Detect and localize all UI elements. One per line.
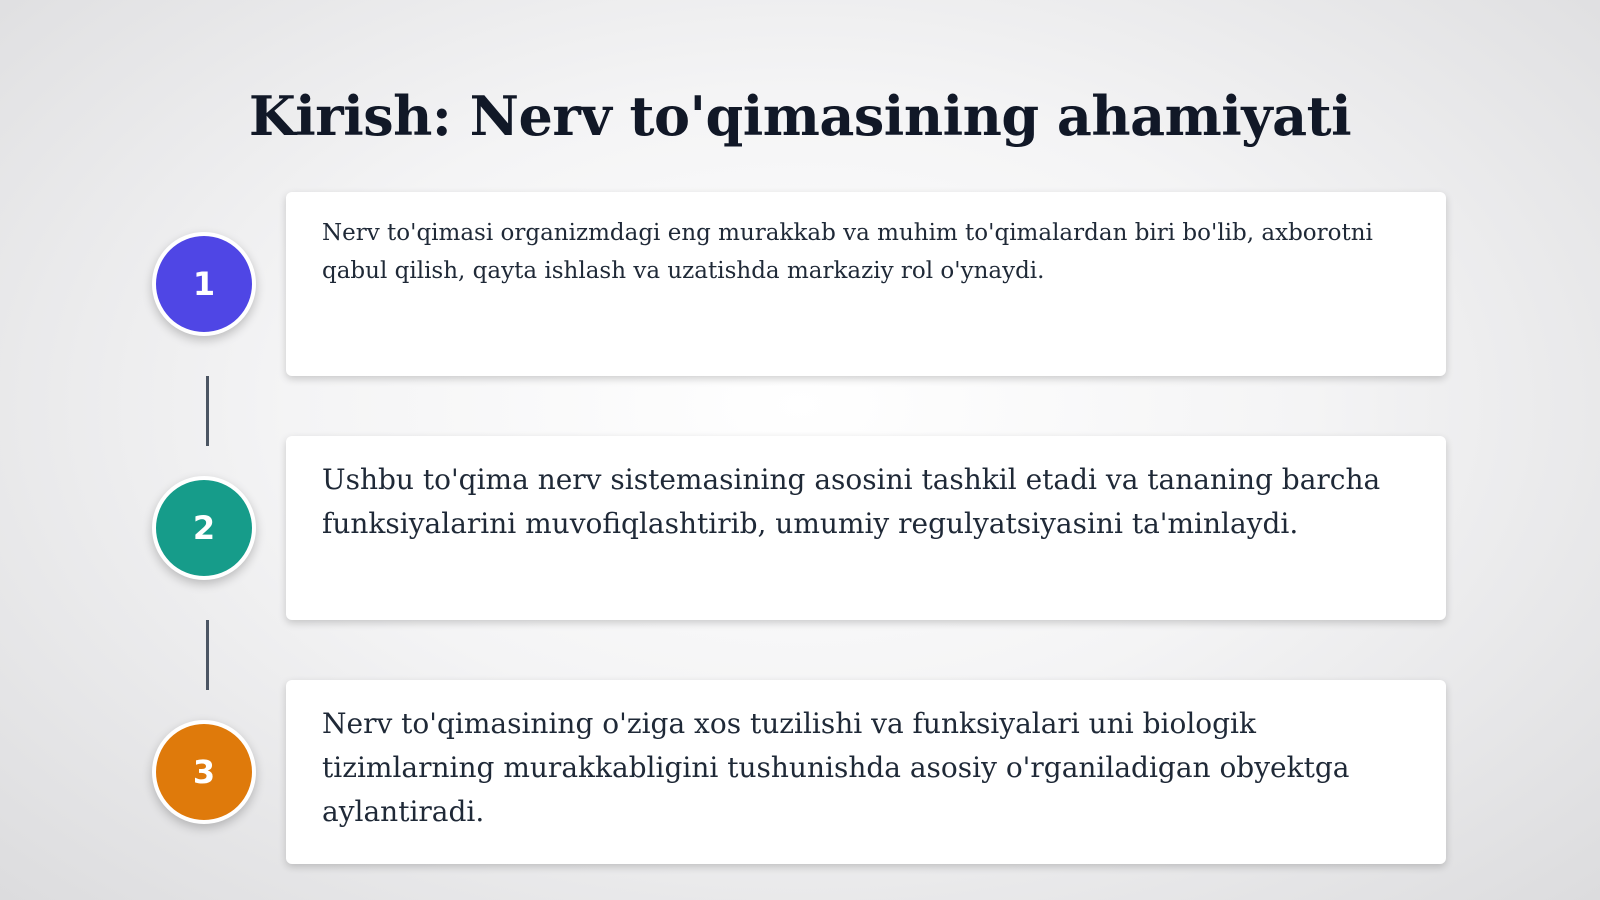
step-card [286, 192, 1446, 376]
step-number-badge: 1 [152, 232, 256, 336]
step-1 [0, 192, 1600, 376]
step-2 [0, 436, 1600, 620]
step-card [286, 436, 1446, 620]
step-text: Nerv to'qimasi organizmdagi eng murakkab va muhim to'qimalardan biri bo'lib, axborotni qabul qilish, qayta ishlash va uzatishda markaziy rol o'ynaydi. [322, 220, 1373, 284]
step-text: Ushbu to'qima nerv sistemasining asosini tashkil etadi va tananing barcha funksiyalarini muvofiqlashtirib, umumiy regulyatsiyasini ta'minlaydi. [322, 463, 1381, 540]
step-3 [0, 680, 1600, 864]
step-text: Nerv to'qimasining o'ziga xos tuzilishi va funksiyalari uni biologik tizimlarning murakkabligini tushunishda asosiy o'rganiladigan obyektga aylantiradi. [322, 707, 1350, 828]
step-card [286, 680, 1446, 864]
step-number-badge: 3 [152, 720, 256, 824]
slide-title: Kirish: Nerv to'qimasining ahamiyati [248, 84, 1352, 149]
step-number-badge: 2 [152, 476, 256, 580]
